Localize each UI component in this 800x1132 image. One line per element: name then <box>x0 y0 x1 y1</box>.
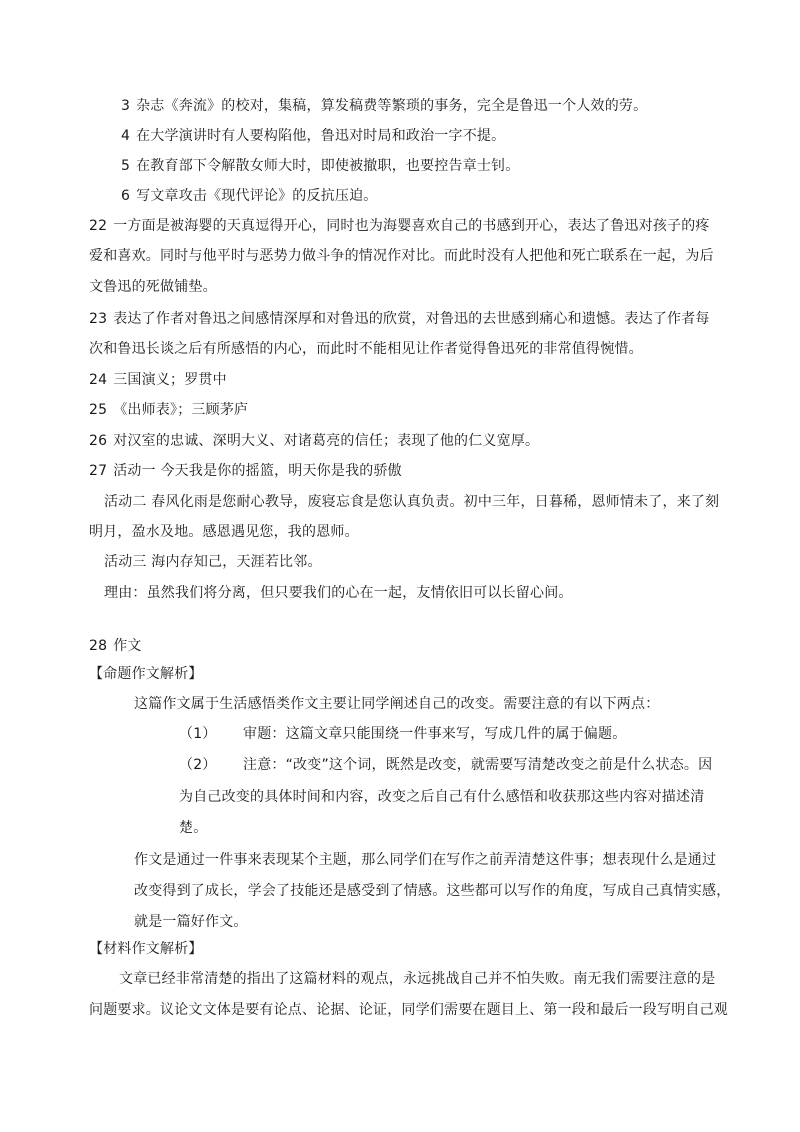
answer-text: 活动一 今天我是你的摇篮，明天你是我的骄傲 <box>113 463 402 479</box>
q25 <box>89 400 248 420</box>
q27-activity-2-line-1 <box>104 492 719 512</box>
paragraph-text: 改变得到了成长，学会了技能还是感受到了情感。这些都可以写作的角度，写成自己真情实感， <box>134 883 731 899</box>
question-number: 22 <box>89 218 108 234</box>
q22-line-2 <box>89 246 714 266</box>
paragraph-text: 问题要求。议论文文体是要有论点、论据、论证，同学们需要在题目上、第一段和最后一段写明自己观 <box>89 1002 728 1018</box>
q27-activity-2-line-2 <box>89 522 359 542</box>
paragraph-text: 文章已经非常清楚的指出了这篇材料的观点，永远挑战自己并不怕失败。南无我们需要注意的是 <box>119 971 716 987</box>
answer-text: 《出师表》；三顾茅庐 <box>113 402 249 418</box>
item-number: 5 <box>121 158 131 174</box>
q23-line-1 <box>89 309 710 329</box>
item-text: 在大学演讲时有人要构陷他，鲁迅对时局和政治一字不提。 <box>136 128 506 144</box>
question-number: 23 <box>89 311 108 327</box>
q21-item-3 <box>121 96 647 116</box>
paragraph-text: 这篇作文属于生活感悟类作文主要让同学阐述自己的改变。需要注意的有以下两点： <box>134 696 660 712</box>
q28-title <box>89 636 142 656</box>
item-text: 写文章攻击《现代评论》的反抗压迫。 <box>136 188 378 204</box>
answer-text: 次和鲁迅长谈之后有所感悟的内心，而此时不能相见让作者觉得鲁迅死的非常值得惋惜。 <box>89 341 643 357</box>
point-2-line-2 <box>179 787 704 807</box>
point-text: 注意：“改变”这个词，既然是改变，就需要写清楚改变之前是什么状态。因 <box>243 757 713 773</box>
q23-line-2 <box>89 339 643 359</box>
question-number: 26 <box>89 433 108 449</box>
q27-activity-3 <box>104 552 322 572</box>
section1-conclusion-line-1 <box>134 850 716 870</box>
q26 <box>89 431 539 451</box>
item-number: 3 <box>121 98 131 114</box>
q21-item-5 <box>121 156 520 176</box>
question-number: 24 <box>89 372 108 388</box>
point-1 <box>179 724 626 744</box>
answer-text: 三国演义；罗贯中 <box>113 372 227 388</box>
item-number: 6 <box>121 188 131 204</box>
q24 <box>89 370 227 390</box>
point-text: 审题：这篇文章只能围绕一件事来写，写成几件的属于偏题。 <box>243 726 627 742</box>
section1-intro <box>134 694 659 714</box>
q27-reason <box>104 583 573 603</box>
answer-text: 爱和喜欢。同时与他平时与恶势力做斗争的情况作对比。而此时没有人把他和死亡联系在一起，为后 <box>89 248 714 264</box>
item-number: 4 <box>121 128 131 144</box>
answer-text: 一方面是被海婴的天真逗得开心，同时也为海婴喜欢自己的书感到开心，表达了鲁迅对孩子的疼 <box>113 218 710 234</box>
point-number: （2） <box>179 757 217 773</box>
question-title: 作文 <box>113 638 142 654</box>
answer-text: 理由：虽然我们将分离，但只要我们的心在一起，友情依旧可以长留心间。 <box>104 585 573 601</box>
section1-conclusion-line-2 <box>134 881 730 901</box>
q22-line-1 <box>89 216 710 236</box>
item-text: 杂志《奔流》的校对，集稿，算发稿费等繁琐的事务，完全是鲁迅一个人效的劳。 <box>136 98 648 114</box>
point-2-line-3 <box>179 818 207 838</box>
section1-conclusion-line-3 <box>134 912 248 932</box>
q21-item-4 <box>121 126 505 146</box>
answer-text: 活动三 海内存知己，天涯若比邻。 <box>104 554 322 570</box>
answer-text: 明月，盈水及地。感恩遇见您，我的恩师。 <box>89 524 359 540</box>
question-number: 25 <box>89 402 108 418</box>
section-heading-proposition <box>89 664 203 684</box>
q21-item-6 <box>121 186 378 206</box>
question-number: 27 <box>89 463 108 479</box>
q27-activity-1 <box>89 461 402 481</box>
section-heading: 【命题作文解析】 <box>89 666 203 682</box>
point-text: 为自己改变的具体时间和内容，改变之后自己有什么感悟和收获那这些内容对描述清 <box>179 789 705 805</box>
answer-text: 表达了作者对鲁迅之间感情深厚和对鲁迅的欣赏，对鲁迅的去世感到痛心和遗憾。表达了作者每 <box>113 311 710 327</box>
paragraph-text: 就是一篇好作文。 <box>134 914 248 930</box>
point-2-line-1 <box>179 755 712 775</box>
section-heading: 【材料作文解析】 <box>89 941 203 957</box>
answer-text: 活动二 春风化雨是您耐心教导，废寝忘食是您认真负责。初中三年，日暮稀，恩师情未了，来了刻 <box>104 494 720 510</box>
answer-text: 对汉室的忠诚、深明大义、对诸葛亮的信任；表现了他的仁义宽厚。 <box>113 433 540 449</box>
answer-text: 文鲁迅的死做铺垫。 <box>89 279 217 295</box>
item-text: 在教育部下令解散女师大时，即使被撤职，也要控告章士钊。 <box>136 158 520 174</box>
question-number: 28 <box>89 638 108 654</box>
section2-line-2 <box>89 1000 728 1020</box>
q22-line-3 <box>89 277 217 297</box>
section2-line-1 <box>119 969 715 989</box>
paragraph-text: 作文是通过一件事来表现某个主题，那么同学们在写作之前弄清楚这件事；想表现什么是通过 <box>134 852 717 868</box>
point-number: （1） <box>179 726 217 742</box>
section-heading-material <box>89 939 203 959</box>
point-text: 楚。 <box>179 820 208 836</box>
